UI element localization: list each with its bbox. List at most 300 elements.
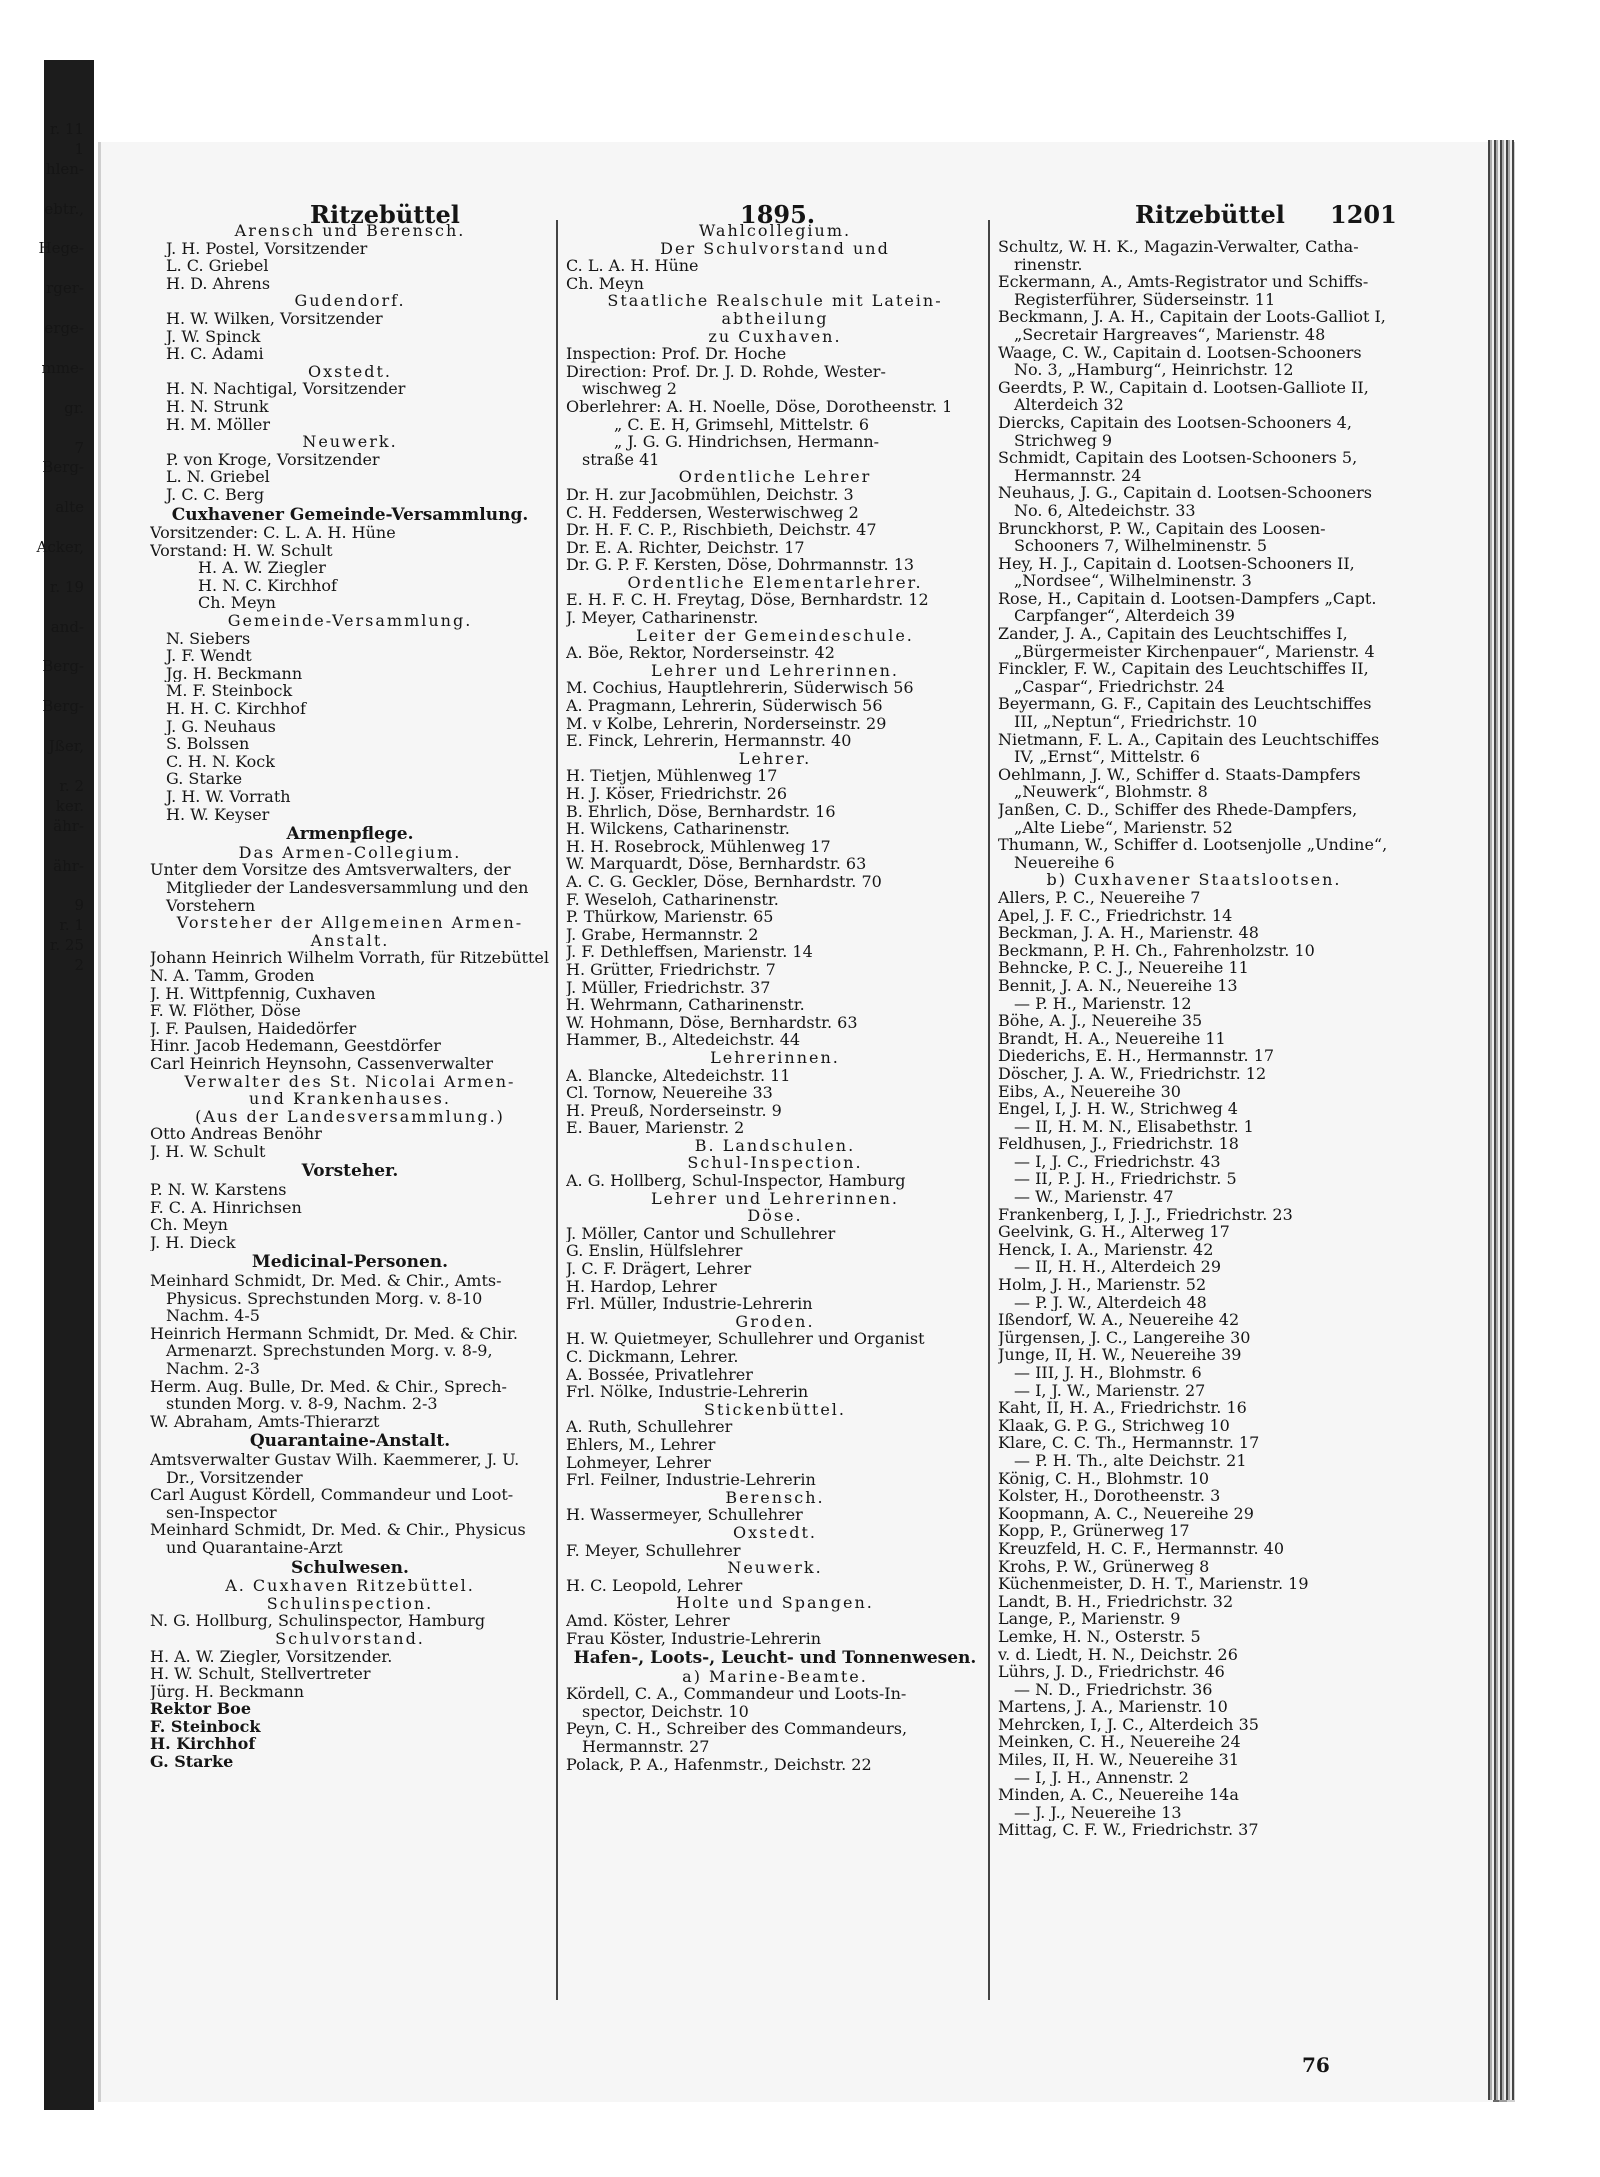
subheading: Das Armen-Collegium. xyxy=(238,843,462,862)
entry-line: H. N. C. Kirchhof xyxy=(198,576,337,595)
entry-line: Minden, A. C., Neuereihe 14a xyxy=(998,1786,1239,1804)
entry-line: Henck, I. A., Marienstr. 42 xyxy=(998,1240,1214,1259)
entry-line: Dr., Vorsitzender xyxy=(166,1468,303,1487)
entry-line: — P. H., Marienstr. 12 xyxy=(1014,994,1192,1013)
margin-fragment: Berg- xyxy=(42,458,84,477)
subheading: A. Cuxhaven Ritzebüttel. xyxy=(225,1577,475,1595)
entry-line: J. F. Paulsen, Haidedörfer xyxy=(150,1019,357,1038)
entry-line: Kreuzfeld, H. C. F., Hermannstr. 40 xyxy=(998,1539,1285,1558)
entry-line: „Secretair Hargreaves“, Marienstr. 48 xyxy=(1014,325,1326,344)
entry-line: H. Grütter, Friedrichstr. 7 xyxy=(566,960,776,979)
entry-line: Böhe, A. J., Neuereihe 35 xyxy=(998,1012,1203,1030)
subheading: Schul-Inspection. xyxy=(687,1154,863,1173)
entry-line: Frau Köster, Industrie-Lehrerin xyxy=(566,1629,822,1648)
entry-line: Klaak, G. P. G., Strichweg 10 xyxy=(998,1416,1230,1435)
margin-fragment: r. 2 xyxy=(59,776,84,795)
entry-line: Vorstand: H. W. Schult xyxy=(150,541,333,560)
entry-line: Mittag, C. F. W., Friedrichstr. 37 xyxy=(998,1821,1259,1840)
entry-line: Oehlmann, J. W., Schiffer d. Staats-Dampfers xyxy=(998,765,1361,784)
entry-line: A. C. G. Geckler, Döse, Bernhardstr. 70 xyxy=(566,872,882,891)
entry-line: Alterdeich 32 xyxy=(1014,396,1124,414)
entry-line: — III, J. H., Blohmstr. 6 xyxy=(1014,1364,1202,1382)
margin-fragment: ker. xyxy=(55,796,84,815)
page-number: 1201 xyxy=(1330,200,1397,229)
entry-line: Brunckhorst, P. W., Capitain des Loosen- xyxy=(998,519,1326,538)
entry-line: J. G. Neuhaus xyxy=(166,717,276,736)
subheading: b) Cuxhavener Staatslootsen. xyxy=(1046,871,1342,889)
section-heading: Armenpflege. xyxy=(286,826,414,844)
entry-line: Schmidt, Capitain des Lootsen-Schooners 5, xyxy=(998,449,1358,467)
entry-line: Hermannstr. 24 xyxy=(1014,466,1142,485)
subheading: Wahlcollegium. xyxy=(698,222,852,240)
entry-line: Dr. E. A. Richter, Deichstr. 17 xyxy=(566,538,805,557)
subheading: Ordentliche Elementarlehrer. xyxy=(627,573,923,592)
margin-fragment: 9 xyxy=(74,896,84,915)
entry-line: H. C. Leopold, Lehrer xyxy=(566,1576,743,1595)
entry-line: — I, J. C., Friedrichstr. 43 xyxy=(1014,1152,1221,1171)
entry-line: L. C. Griebel xyxy=(166,257,269,275)
entry-line: Bennit, J. A. N., Neuereihe 13 xyxy=(998,976,1238,995)
entry-line: König, C. H., Blohmstr. 10 xyxy=(998,1469,1210,1488)
entry-line: Dr. H. F. C. P., Rischbieth, Deichstr. 47 xyxy=(566,521,877,539)
margin-fragment xyxy=(0,717,88,737)
entry-line: Ch. Meyn xyxy=(566,274,644,293)
entry-line: Armenarzt. Sprechstunden Morg. v. 8-9, xyxy=(166,1342,493,1360)
margin-fragment xyxy=(0,259,88,279)
entry-line: Neuhaus, J. G., Capitain d. Lootsen-Schooners xyxy=(998,484,1372,502)
entry-line: Kolster, H., Dorotheenstr. 3 xyxy=(998,1487,1221,1505)
subheading: Gemeinde-Versammlung. xyxy=(227,612,473,630)
subheading: und Krankenhauses. xyxy=(249,1090,451,1108)
entry-line: H. Preuß, Norderseinstr. 9 xyxy=(566,1101,782,1120)
margin-fragment xyxy=(0,478,88,498)
subheading: zu Cuxhaven. xyxy=(708,327,842,346)
entry-line: Carl Heinrich Heynsohn, Cassenverwalter xyxy=(150,1054,494,1073)
entry-line: Hermannstr. 27 xyxy=(582,1738,710,1756)
margin-fragment: Berg- xyxy=(42,697,84,716)
margin-fragment xyxy=(0,837,88,857)
entry-line: — P. H. Th., alte Deichstr. 21 xyxy=(1014,1451,1247,1470)
entry-line: Koopmann, A. C., Neuereihe 29 xyxy=(998,1504,1254,1523)
entry-line: Schultz, W. H. K., Magazin-Verwalter, Catha- xyxy=(998,238,1359,256)
margin-fragment xyxy=(0,876,88,896)
entry-line: Cl. Tornow, Neuereihe 33 xyxy=(566,1084,773,1102)
entry-line: H. W. Schult, Stellvertreter xyxy=(150,1665,371,1683)
entry-line: Carpfanger“, Alterdeich 39 xyxy=(1014,607,1235,626)
entry-line: H. A. W. Ziegler, Vorsitzender. xyxy=(150,1647,393,1666)
subheading: Neuwerk. xyxy=(727,1559,823,1577)
entry-line: E. Finck, Lehrerin, Hermannstr. 40 xyxy=(566,732,852,750)
entry-line: C. L. A. H. Hüne xyxy=(566,257,699,275)
entry-line: Beckman, J. A. H., Marienstr. 48 xyxy=(998,924,1259,942)
margin-fragment xyxy=(0,598,88,618)
margin-fragment: and- xyxy=(50,617,84,636)
margin-fragment: ähr- xyxy=(53,856,84,875)
entry-line: — II, H. M. N., Elisabethstr. 1 xyxy=(1014,1117,1254,1136)
margin-fragment xyxy=(0,180,88,200)
section-heading: Hafen-, Loots-, Leucht- und Tonnenwesen. xyxy=(573,1650,977,1668)
margin-fragment: mme- xyxy=(41,358,84,377)
entry-line: — J. J., Neuereihe 13 xyxy=(1014,1803,1182,1822)
entry-line: Vorstehern xyxy=(166,896,256,915)
entry-line: N. A. Tamm, Groden xyxy=(150,966,315,985)
entry-line: spector, Deichstr. 10 xyxy=(582,1702,749,1721)
entry-line: Inspection: Prof. Dr. Hoche xyxy=(566,345,787,363)
margin-fragment: rger- xyxy=(46,279,84,298)
entry-line: A. Pragmann, Lehrerin, Süderwisch 56 xyxy=(566,697,883,715)
entry-line: Dr. G. P. F. Kersten, Döse, Dohrmannstr. 13 xyxy=(566,556,915,574)
entry-line: A. G. Hollberg, Schul-Inspector, Hamburg xyxy=(566,1172,906,1190)
subheading: Ordentliche Lehrer xyxy=(678,468,872,486)
entry-line: Neuereihe 6 xyxy=(1014,853,1115,872)
entry-line: Frl. Nölke, Industrie-Lehrerin xyxy=(566,1383,809,1401)
entry-line: Ch. Meyn xyxy=(150,1216,228,1234)
entry-line: Hammer, B., Altedeichstr. 44 xyxy=(566,1031,801,1049)
entry-line: Janßen, C. D., Schiffer des Rhede-Dampfers, xyxy=(998,801,1358,819)
entry-line: Küchenmeister, D. H. T., Marienstr. 19 xyxy=(998,1575,1309,1593)
entry-line: Vorsitzender: C. L. A. H. Hüne xyxy=(150,524,396,542)
entry-line: Jürgensen, J. C., Langereihe 30 xyxy=(998,1328,1251,1347)
entry-line: F. W. Flöther, Döse xyxy=(150,1002,301,1020)
entry-line: N. Siebers xyxy=(166,629,251,648)
entry-line: J. Möller, Cantor und Schullehrer xyxy=(566,1224,836,1243)
entry-line: H. H. C. Kirchhof xyxy=(166,700,306,718)
entry-line: Nachm. 4-5 xyxy=(166,1307,260,1325)
subheading: Gudendorf. xyxy=(294,292,406,310)
running-head-right: Ritzebüttel xyxy=(1135,200,1285,229)
entry-line: Holm, J. H., Marienstr. 52 xyxy=(998,1276,1207,1294)
entry-line: J. Meyer, Catharinenstr. xyxy=(566,609,759,627)
entry-line: M. F. Steinbock xyxy=(166,682,293,701)
margin-fragment: Hege- xyxy=(38,239,84,258)
entry-line: W. Abraham, Amts-Thierarzt xyxy=(150,1412,380,1431)
subheading: Groden. xyxy=(735,1312,815,1331)
subheading: Oxstedt. xyxy=(307,362,392,381)
entry-line: Kaht, II, H. A., Friedrichstr. 16 xyxy=(998,1399,1247,1417)
entry-line: Rektor Boe xyxy=(150,1700,251,1718)
subheading: Berensch. xyxy=(725,1488,825,1507)
entry-line: Herm. Aug. Bulle, Dr. Med. & Chir., Sprech- xyxy=(150,1377,507,1396)
margin-fragment: 1 xyxy=(74,139,84,158)
entry-line: — P. J. W., Alterdeich 48 xyxy=(1014,1293,1207,1312)
entry-line: Krohs, P. W., Grünerweg 8 xyxy=(998,1557,1210,1576)
subheading: Stickenbüttel. xyxy=(703,1400,846,1419)
entry-line: H. N. Strunk xyxy=(166,397,269,416)
entry-line: C. H. N. Kock xyxy=(166,752,275,771)
entry-line: v. d. Liedt, H. N., Deichstr. 26 xyxy=(998,1645,1238,1664)
entry-line: J. H. W. Schult xyxy=(150,1142,266,1161)
entry-line: Unter dem Vorsitze des Amtsverwalters, der xyxy=(150,861,511,879)
entry-line: Meinhard Schmidt, Dr. Med. & Chir., Amts- xyxy=(150,1272,502,1290)
entry-line: H. C. Adami xyxy=(166,345,264,363)
entry-line: Hinr. Jacob Hedemann, Geestdörfer xyxy=(150,1037,441,1055)
entry-line: Registerführer, Süderseinstr. 11 xyxy=(1014,290,1276,309)
entry-line: Junge, II, H. W., Neuereihe 39 xyxy=(998,1346,1242,1364)
signature-number: 76 xyxy=(1302,2053,1330,2077)
subheading: Leiter der Gemeindeschule. xyxy=(636,626,914,645)
entry-line: straße 41 xyxy=(582,450,660,469)
entry-line: Miles, II, H. W., Neuereihe 31 xyxy=(998,1751,1240,1769)
margin-fragment xyxy=(0,220,88,240)
entry-line: Klare, C. C. Th., Hermannstr. 17 xyxy=(998,1434,1260,1452)
margin-fragment: alte xyxy=(55,498,84,517)
entry-line: Waage, C. W., Capitain d. Lootsen-Schooners xyxy=(998,343,1362,362)
margin-fragment xyxy=(0,299,88,319)
entry-line: J. W. Spinck xyxy=(166,327,261,346)
section-heading: Cuxhavener Gemeinde-Versammlung. xyxy=(171,506,529,525)
entry-line: Hey, H. J., Capitain d. Lootsen-Schooners II, xyxy=(998,554,1355,573)
margin-fragment: 7 xyxy=(74,438,84,457)
subheading: Neuwerk. xyxy=(302,433,398,451)
margin-fragment xyxy=(0,379,88,399)
entry-line: G. Enslin, Hülfslehrer xyxy=(566,1242,743,1261)
running-head-left: Ritzebüttel xyxy=(310,200,460,229)
subheading: Lehrer und Lehrerinnen. xyxy=(651,1189,899,1208)
entry-line: — I, J. H., Annenstr. 2 xyxy=(1014,1768,1189,1787)
entry-line: „Neuwerk“, Blohmstr. 8 xyxy=(1014,783,1208,801)
entry-line: Amtsverwalter Gustav Wilh. Kaemmerer, J. U. xyxy=(150,1450,520,1469)
entry-line: Finckler, F. W., Capitain des Leuchtschiffes II, xyxy=(998,660,1369,678)
subheading: Anstalt. xyxy=(310,931,390,950)
column-right xyxy=(998,238,1390,1839)
entry-line: C. Dickmann, Lehrer. xyxy=(566,1348,739,1366)
entry-line: S. Bolssen xyxy=(166,735,250,753)
entry-line: Geelvink, G. H., Alterweg 17 xyxy=(998,1223,1230,1241)
entry-line: M. v Kolbe, Lehrerin, Norderseinstr. 29 xyxy=(566,714,887,733)
entry-line: N. G. Hollburg, Schulinspector, Hamburg xyxy=(150,1612,486,1630)
entry-line: A. Blancke, Altedeichstr. 11 xyxy=(566,1066,791,1085)
entry-line: H. J. Köser, Friedrichstr. 26 xyxy=(566,785,788,803)
entry-line: Meinken, C. H., Neuereihe 24 xyxy=(998,1733,1241,1752)
entry-line: Lührs, J. D., Friedrichstr. 46 xyxy=(998,1663,1225,1681)
entry-line: J. H. Postel, Vorsitzender xyxy=(166,239,368,258)
entry-line: No. 6, Altedeichstr. 33 xyxy=(1014,501,1196,520)
subheading: Vorsteher der Allgemeinen Armen- xyxy=(176,914,524,932)
entry-line: Geerdts, P. W., Capitain d. Lootsen-Galliote II, xyxy=(998,378,1369,397)
entry-line: J. H. W. Vorrath xyxy=(166,788,291,806)
entry-line: — W., Marienstr. 47 xyxy=(1014,1188,1174,1206)
entry-line: H. Hardop, Lehrer xyxy=(566,1277,717,1296)
entry-line: wischweg 2 xyxy=(582,380,677,398)
entry-line: — II, P. J. H., Friedrichstr. 5 xyxy=(1014,1170,1237,1189)
margin-fragment: hlen- xyxy=(45,159,84,178)
entry-line: Heinrich Hermann Schmidt, Dr. Med. & Chir. xyxy=(150,1324,518,1343)
entry-line: Martens, J. A., Marienstr. 10 xyxy=(998,1698,1228,1716)
subheading: Oxstedt. xyxy=(732,1523,817,1542)
margin-fragment: Jßer, xyxy=(48,737,84,756)
entry-line: Meinhard Schmidt, Dr. Med. & Chir., Physicus xyxy=(150,1521,526,1539)
subheading: a) Marine-Beamte. xyxy=(682,1667,868,1686)
entry-line: P. von Kroge, Vorsitzender xyxy=(166,450,380,469)
entry-line: J. C. C. Berg xyxy=(166,485,265,504)
entry-line: Direction: Prof. Dr. J. D. Rohde, Wester- xyxy=(566,362,886,381)
entry-line: Oberlehrer: A. H. Noelle, Döse, Dorotheenstr. 1 xyxy=(566,397,953,416)
entry-line: F. Meyer, Schullehrer xyxy=(566,1541,741,1560)
entry-line: Frl. Feilner, Industrie-Lehrerin xyxy=(566,1471,816,1489)
entry-line: H. W. Quietmeyer, Schullehrer und Organist xyxy=(566,1330,925,1348)
previous-page-margin xyxy=(0,120,88,1120)
entry-line: H. Wilckens, Catharinenstr. xyxy=(566,820,790,838)
entry-line: Thumann, W., Schiffer d. Lootsenjolle „Undine“, xyxy=(998,836,1388,854)
entry-line: H. H. Rosebrock, Mühlenweg 17 xyxy=(566,837,831,856)
subheading: Verwalter des St. Nicolai Armen- xyxy=(184,1072,516,1091)
entry-line: Nietmann, F. L. A., Capitain des Leuchtschiffes xyxy=(998,730,1380,749)
margin-fragment xyxy=(0,419,88,439)
margin-fragment: r. 19 xyxy=(49,577,84,596)
section-heading: Schulwesen. xyxy=(291,1559,409,1578)
subheading: Lehrerinnen. xyxy=(710,1048,840,1067)
entry-line: F. Weseloh, Catharinenstr. xyxy=(566,890,779,909)
entry-line: Dr. H. zur Jacobmühlen, Deichstr. 3 xyxy=(566,485,854,504)
entry-line: Lohmeyer, Lehrer xyxy=(566,1453,711,1472)
entry-line: J. H. Dieck xyxy=(150,1233,236,1252)
margin-fragment xyxy=(0,558,88,578)
entry-line: stunden Morg. v. 8-9, Nachm. 2-3 xyxy=(166,1395,438,1413)
entry-line: J. Müller, Friedrichstr. 37 xyxy=(566,978,771,997)
entry-line: M. Cochius, Hauptlehrerin, Süderwisch 56 xyxy=(566,679,914,698)
entry-line: J. Grabe, Hermannstr. 2 xyxy=(566,925,759,944)
entry-line: Schooners 7, Wilhelminenstr. 5 xyxy=(1014,537,1268,555)
margin-fragment: ähr- xyxy=(53,816,84,835)
subheading: Der Schulvorstand und xyxy=(660,239,890,258)
entry-line: P. Thürkow, Marienstr. 65 xyxy=(566,908,774,926)
subheading: Schulinspection. xyxy=(266,1594,434,1613)
column-rule xyxy=(988,220,990,2000)
entry-line: „ C. E. H, Grimsehl, Mittelstr. 6 xyxy=(614,415,870,434)
margin-fragment: r. 1 xyxy=(59,916,84,935)
entry-line: — I, J. W., Marienstr. 27 xyxy=(1014,1381,1206,1400)
entry-line: Mitglieder der Landesversammlung und den xyxy=(166,878,529,897)
entry-line: H. Wehrmann, Catharinenstr. xyxy=(566,996,805,1014)
entry-line: E. H. F. C. H. Freytag, Döse, Bernhardstr. 12 xyxy=(566,591,929,610)
entry-line: Beyermann, G. F., Capitain des Leuchtschiffes xyxy=(998,695,1372,714)
entry-line: Kördell, C. A., Commandeur und Loots-In- xyxy=(566,1685,907,1703)
column-left xyxy=(150,222,550,1771)
entry-line: G. Starke xyxy=(150,1753,234,1771)
entry-line: „ J. G. G. Hindrichsen, Hermann- xyxy=(614,433,880,451)
entry-line: A. Bossée, Privatlehrer xyxy=(566,1365,753,1384)
entry-line: und Quarantaine-Arzt xyxy=(166,1538,343,1557)
entry-line: Kopp, P., Grünerweg 17 xyxy=(998,1522,1190,1540)
margin-fragment: gr. xyxy=(64,398,84,417)
entry-line: F. Steinbock xyxy=(150,1717,261,1736)
entry-line: Zander, J. A., Capitain des Leuchtschiffes I, xyxy=(998,625,1348,643)
entry-line: H. N. Nachtigal, Vorsitzender xyxy=(166,380,406,398)
entry-line: W. Marquardt, Döse, Bernhardstr. 63 xyxy=(566,855,867,873)
entry-line: H. Tietjen, Mühlenweg 17 xyxy=(566,767,778,785)
margin-fragment: Berg- xyxy=(42,657,84,676)
entry-line: H. Wassermeyer, Schullehrer xyxy=(566,1506,803,1524)
margin-fragment xyxy=(0,638,88,658)
entry-line: Strichweg 9 xyxy=(1014,431,1113,450)
entry-line: Peyn, C. H., Schreiber des Commandeurs, xyxy=(566,1720,908,1739)
entry-line: J. H. Wittpfennig, Cuxhaven xyxy=(150,984,376,1003)
entry-line: Otto Andreas Benöhr xyxy=(150,1125,322,1143)
entry-line: J. F. Wendt xyxy=(166,647,252,665)
entry-line: F. C. A. Hinrichsen xyxy=(150,1198,302,1217)
entry-line: Brandt, H. A., Neuereihe 11 xyxy=(998,1029,1226,1048)
entry-line: Feldhusen, J., Friedrichstr. 18 xyxy=(998,1135,1239,1153)
entry-line: Mehrcken, I, J. C., Alterdeich 35 xyxy=(998,1715,1259,1734)
subheading: B. Landschulen. xyxy=(694,1136,856,1155)
margin-fragment xyxy=(0,518,88,538)
entry-line: E. Bauer, Marienstr. 2 xyxy=(566,1119,745,1137)
column-rule xyxy=(556,220,558,2000)
entry-line: H. Kirchhof xyxy=(150,1735,256,1754)
entry-line: Eckermann, A., Amts-Registrator und Schiffs- xyxy=(998,273,1369,291)
entry-line: H. D. Ahrens xyxy=(166,274,271,293)
page-edges xyxy=(1488,140,1514,2100)
entry-line: H. A. W. Ziegler xyxy=(198,559,326,577)
margin-fragment: r. 11 xyxy=(49,120,84,138)
entry-line: „Nordsee“, Wilhelminenstr. 3 xyxy=(1014,572,1252,590)
section-heading: Medicinal-Personen. xyxy=(251,1254,449,1273)
margin-fragment: erge- xyxy=(44,319,84,338)
margin-fragment: ebtr., xyxy=(44,199,84,218)
entry-line: Carl August Kördell, Commandeur und Loot- xyxy=(150,1486,514,1504)
entry-line: Amd. Köster, Lehrer xyxy=(566,1611,730,1630)
entry-line: IV, „Ernst“, Mittelstr. 6 xyxy=(1014,748,1200,766)
subheading: Staatliche Realschule mit Latein- xyxy=(607,292,943,310)
subheading: Holte und Spangen. xyxy=(676,1594,874,1612)
entry-line: rinenstr. xyxy=(1014,255,1083,274)
entry-line: A. Böe, Rektor, Norderseinstr. 42 xyxy=(566,644,835,662)
entry-line: Ch. Meyn xyxy=(198,594,276,613)
subheading: (Aus der Landesversammlung.) xyxy=(195,1107,505,1126)
entry-line: Physicus. Sprechstunden Morg. v. 8-10 xyxy=(166,1289,483,1308)
running-head-year: 1895. xyxy=(740,200,816,229)
entry-line: Johann Heinrich Wilhelm Vorrath, für Ritzebüttel xyxy=(150,949,549,967)
entry-line: J. F. Dethleffsen, Marienstr. 14 xyxy=(566,943,813,961)
entry-line: Eibs, A., Neuereihe 30 xyxy=(998,1082,1181,1101)
entry-line: Lemke, H. N., Osterstr. 5 xyxy=(998,1627,1201,1646)
margin-fragment xyxy=(0,339,88,359)
subheading: Arensch und Berensch. xyxy=(234,222,466,240)
entry-line: H. M. Möller xyxy=(166,415,271,434)
entry-line: A. Ruth, Schullehrer xyxy=(566,1418,733,1436)
entry-line: Apel, J. F. C., Friedrichstr. 14 xyxy=(998,906,1233,925)
entry-line: Landt, B. H., Friedrichstr. 32 xyxy=(998,1592,1234,1611)
entry-line: Polack, P. A., Hafenmstr., Deichstr. 22 xyxy=(566,1755,872,1774)
entry-line: B. Ehrlich, Döse, Bernhardstr. 16 xyxy=(566,802,836,821)
entry-line: sen-Inspector xyxy=(166,1503,277,1522)
entry-line: „Alte Liebe“, Marienstr. 52 xyxy=(1014,818,1233,837)
entry-line: J. C. F. Drägert, Lehrer xyxy=(566,1260,752,1278)
entry-line: Jürg. H. Beckmann xyxy=(150,1682,305,1701)
entry-line: Ißendorf, W. A., Neuereihe 42 xyxy=(998,1311,1240,1329)
entry-line: „Caspar“, Friedrichstr. 24 xyxy=(1014,677,1225,696)
entry-line: Engel, I, J. H. W., Strichweg 4 xyxy=(998,1100,1238,1118)
entry-line: Beckmann, P. H. Ch., Fahrenholzstr. 10 xyxy=(998,941,1315,960)
entry-line: P. N. W. Karstens xyxy=(150,1181,287,1199)
entry-line: Frankenberg, I, J. J., Friedrichstr. 23 xyxy=(998,1205,1293,1224)
margin-fragment xyxy=(0,757,88,777)
subheading: Döse. xyxy=(747,1207,803,1225)
entry-line: W. Hohmann, Döse, Bernhardstr. 63 xyxy=(566,1013,858,1032)
entry-line: C. H. Feddersen, Westerwischweg 2 xyxy=(566,503,859,522)
entry-line: Döscher, J. A. W., Friedrichstr. 12 xyxy=(998,1064,1267,1083)
entry-line: „Bürgermeister Kirchenpauer“, Marienstr. 4 xyxy=(1014,642,1375,661)
margin-fragment: Acker, xyxy=(36,538,84,557)
margin-fragment xyxy=(0,677,88,697)
margin-fragment: 2 xyxy=(74,956,84,975)
entry-line: III, „Neptun“, Friedrichstr. 10 xyxy=(1014,713,1258,731)
entry-line: Rose, H., Capitain d. Lootsen-Dampfers „Capt. xyxy=(998,589,1377,608)
entry-line: Diercks, Capitain des Lootsen-Schooners 4, xyxy=(998,413,1352,432)
entry-line: Lange, P., Marienstr. 9 xyxy=(998,1610,1181,1628)
entry-line: — N. D., Friedrichstr. 36 xyxy=(1014,1680,1213,1699)
entry-line: G. Starke xyxy=(166,770,243,788)
